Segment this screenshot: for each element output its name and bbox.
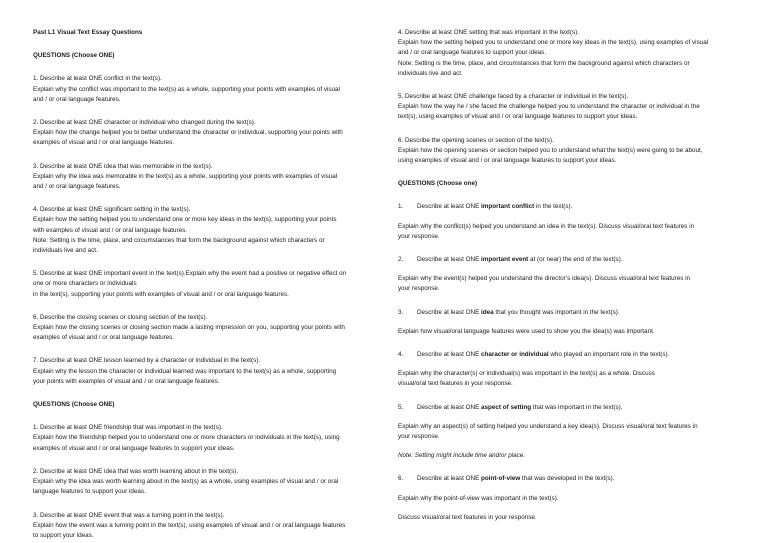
question-line: Explain why the idea was worth learning about in the text(s) as a whole, using examples of visual and / or oral — [33, 478, 339, 486]
question-line: 7. Describe at least ONE lesson learned by a character or individual in the text(s). — [33, 357, 261, 365]
prompt-text: Describe at least ONE — [417, 203, 482, 211]
question-line: Explain why the character(s) or individual(s) was important in the text(s) as a whole. Discuss — [398, 370, 655, 378]
question-block — [33, 313, 373, 344]
question-line: Explain how the setting helped you to understand one or more key ideas in the text(s), supporting your points — [33, 216, 337, 224]
prompt-emphasis: important event — [481, 256, 529, 264]
question-line: language features to support your ideas. — [33, 488, 146, 496]
question-note: Note: Setting is the time, place, and circumstances that form the background against which characters or — [398, 59, 690, 67]
question-block — [33, 162, 373, 193]
question-block — [33, 269, 373, 300]
right-column — [398, 28, 738, 523]
question-line: one or more characters or individuals — [33, 280, 137, 288]
question-number: 6. — [398, 475, 404, 483]
question-line: examples of visual and / or oral language features. — [33, 334, 175, 342]
question-line: 4. Describe at least ONE significant setting in the text(s). — [33, 206, 191, 214]
question-line: 6. Describe the opening scenes or section of the text(s). — [398, 136, 554, 144]
prompt-text: Describe at least ONE — [417, 308, 482, 316]
question-line: 2. Describe at least ONE character or individual who changed during the text(s). — [33, 119, 256, 127]
question-line: Explain how the setting helped you to understand one or more key ideas in the text(s), using examples of visual — [398, 39, 709, 47]
question-line: Explain why the lesson the character or individual learned was important to the text(s) as a whole, supporting — [33, 367, 337, 375]
question-line: Explain how the way he / she faced the challenge helped you to understand the character or individual in the — [398, 103, 700, 111]
question-line: 3. Describe at least ONE event that was a turning point in the text(s). — [33, 511, 225, 519]
question-line: visual/oral text features in your response. — [398, 380, 513, 388]
question-line: your points with examples of visual and / or oral language features. — [33, 377, 220, 385]
question-block — [33, 205, 373, 256]
question-line: and / or oral language features to support your ideas. — [398, 49, 547, 57]
left-column — [33, 28, 373, 541]
question-number: 5. — [398, 403, 404, 411]
prompt-emphasis: point-of-view — [481, 475, 521, 483]
question-line: Explain why the conflict was important to the text(s) as a whole, supporting your points with examples of visual — [33, 85, 340, 93]
question-number: 4. — [398, 351, 404, 359]
question-note — [398, 451, 738, 461]
question-line: Explain why the conflict(s) helped you understand an idea in the text(s). Discuss visual/oral text features in — [398, 222, 695, 230]
question-line: Explain how the event was a turning point in the text(s), using examples of visual and / or oral language features — [33, 521, 346, 529]
question-line: 2. Describe at least ONE idea that was worth learning about in the text(s). — [33, 467, 239, 475]
question-block — [398, 255, 738, 295]
question-line: with examples of visual and / or oral language features. — [33, 226, 188, 234]
question-line: your response. — [398, 285, 440, 293]
question-block — [398, 474, 738, 523]
prompt-text: Describe at least ONE — [417, 475, 482, 483]
section-heading: QUESTIONS (Choose ONE) — [33, 401, 115, 409]
question-prompt — [398, 202, 738, 212]
question-block — [398, 28, 738, 79]
question-line: examples of visual and / or oral language features. — [33, 139, 175, 147]
question-line: 6. Describe the closing scenes or closing section of the text(s). — [33, 313, 208, 321]
question-line: Explain how the friendship helped you to understand one or more characters or individuals in the text(s), using — [33, 434, 340, 442]
question-line: 1. Describe at least ONE friendship that was important in the text(s). — [33, 424, 223, 432]
prompt-emphasis: idea — [481, 308, 494, 316]
prompt-text: in the text(s). — [534, 203, 573, 211]
question-block — [33, 511, 373, 542]
prompt-text: that was developed in the text(s). — [520, 475, 615, 483]
prompt-text: who played an important role in the text(s). — [548, 351, 670, 359]
question-note: Note: Setting is the time, place, and circumstances that form the background against which characters or — [33, 236, 325, 244]
question-line: using examples of visual and / or oral language features to support your ideas. — [398, 157, 617, 165]
question-number: 3. — [398, 308, 404, 316]
question-note: individuals live and act. — [398, 69, 463, 77]
prompt-emphasis: character or individual — [481, 351, 549, 359]
question-line: examples of visual and / or oral language features to support your ideas. — [33, 444, 235, 452]
question-block — [398, 92, 738, 123]
question-block — [398, 350, 738, 390]
question-prompt — [398, 403, 738, 413]
question-note: individuals live and act. — [33, 247, 98, 255]
question-line: and / or oral language features. — [33, 183, 121, 191]
prompt-emphasis: important conflict — [481, 203, 535, 211]
section-heading: QUESTIONS (Choose ONE) — [33, 52, 115, 60]
question-line: 3. Describe at least ONE idea that was memorable in the text(s). — [33, 162, 213, 170]
question-prompt — [398, 350, 738, 360]
note-text: Note: Setting might include time and/or place. — [398, 452, 526, 460]
question-prompt — [398, 474, 738, 484]
question-number: 1. — [398, 203, 404, 211]
question-block — [398, 403, 738, 462]
question-block — [33, 423, 373, 454]
question-line: Explain how the closing scenes or closing section made a lasting impression on you, supporting your points with — [33, 324, 345, 332]
question-line: 5. Describe at least ONE important event in the text(s).Explain why the event had a positive or negative effect on — [33, 270, 347, 278]
prompt-text: Describe at least ONE — [417, 403, 482, 411]
question-line: and / or oral language features. — [33, 95, 121, 103]
prompt-text: that you thought was important in the text(s). — [493, 308, 620, 316]
question-line: Discuss visual/oral text features in your response. — [398, 513, 537, 521]
page-title: Past L1 Visual Text Essay Questions — [33, 29, 143, 36]
question-line: Explain how visual/oral language features were used to show you the idea(s) was important. — [398, 327, 655, 335]
section-heading: QUESTIONS (Choose one) — [398, 180, 478, 188]
question-block — [33, 118, 373, 149]
question-line: 1. Describe at least ONE conflict in the text(s). — [33, 75, 162, 83]
question-number: 2. — [398, 256, 404, 264]
question-line: Explain how the opening scenes or section helped you to understand what the text(s) were going to be about, — [398, 146, 703, 154]
question-line: Explain why an aspect(s) of setting helped you understand a key idea(s). Discuss visual/oral text features in — [398, 422, 698, 430]
prompt-text: that was important in the text(s). — [531, 403, 623, 411]
question-line: Explain why the point-of-view was important in the text(s). — [398, 494, 559, 502]
question-line: Explain how the change helped you to better understand the character or individual, supporting your points with — [33, 129, 343, 137]
question-block — [33, 356, 373, 387]
question-block — [33, 467, 373, 498]
question-prompt — [398, 255, 738, 265]
question-prompt — [398, 308, 738, 318]
question-line: Explain why the idea was memorable in the text(s) as a whole, supporting your points with examples of visual — [33, 172, 338, 180]
question-line: 5. Describe at least ONE challenge faced by a character or individual in the text(s). — [398, 93, 629, 101]
question-line: to support your ideas. — [33, 531, 94, 539]
question-block — [398, 202, 738, 242]
prompt-text: Describe at least ONE — [417, 256, 482, 264]
question-block — [33, 74, 373, 105]
prompt-text: at (or near) the end of the text(s). — [528, 256, 623, 264]
prompt-text: Describe at least ONE — [417, 351, 482, 359]
question-line: Explain why the event(s) helped you understand the director’s idea(s). Discuss visual/oral text features in — [398, 275, 691, 283]
question-line: text(s), using examples of visual and / or oral language features to support your ideas. — [398, 113, 638, 121]
prompt-emphasis: aspect of setting — [481, 403, 532, 411]
question-line: in the text(s), supporting your points with examples of visual and / or oral language features. — [33, 290, 289, 298]
question-block — [398, 136, 738, 167]
question-block — [398, 308, 738, 337]
question-line: your response. — [398, 232, 440, 240]
question-line: your response. — [398, 433, 440, 441]
question-line: 4. Describe at least ONE setting that was important in the text(s). — [398, 29, 579, 36]
